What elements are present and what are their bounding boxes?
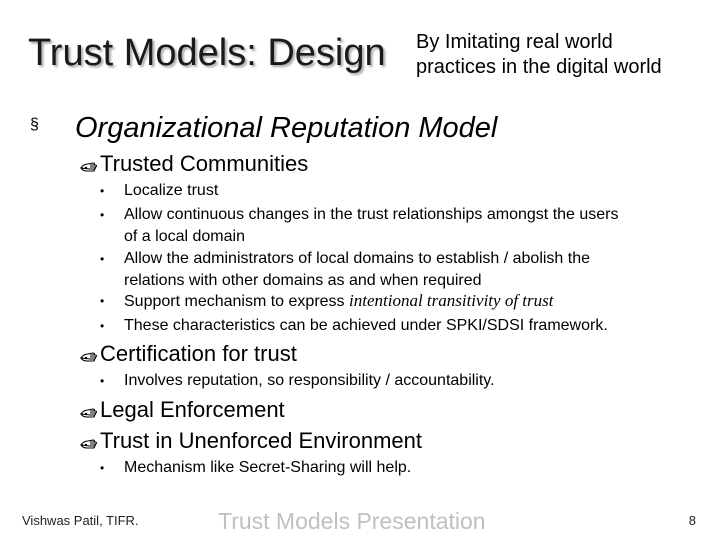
bullet-dot: • — [100, 184, 105, 198]
list-item-text-part: Support mechanism to express — [124, 293, 349, 310]
list-item — [100, 204, 690, 248]
section-sign-marker: § — [30, 116, 39, 133]
level1-text: Organizational Reputation Model — [75, 112, 498, 144]
bullet-dot: • — [100, 461, 105, 475]
hand-pointing-icon — [80, 346, 100, 364]
hand-pointing-icon — [80, 433, 100, 451]
section-heading-text: Legal Enforcement — [100, 397, 285, 422]
section-heading-text: Trust in Unenforced Environment — [100, 428, 422, 453]
bullet-dot: • — [100, 319, 105, 333]
bullet-dot: • — [100, 374, 105, 388]
slide-subtitle — [416, 30, 662, 80]
bullet-dot: • — [100, 252, 105, 266]
slide-title: Trust Models: Design — [28, 32, 386, 74]
list-item-line: relations with other domains as and when required — [124, 271, 482, 289]
list-item — [100, 248, 690, 292]
section-heading-text: Trusted Communities — [100, 151, 309, 176]
list-item-line: of a local domain — [124, 227, 245, 245]
list-item-text — [124, 290, 690, 313]
section-heading-text: Certification for trust — [100, 341, 297, 366]
page-number: 8 — [688, 513, 696, 528]
bullet-dot: • — [100, 294, 105, 308]
list-item-text — [124, 204, 690, 247]
list-item-text: Localize trust — [124, 182, 219, 199]
subtitle-line-1: By Imitating real world — [416, 31, 613, 53]
list-item-text: These characteristics can be achieved under SPKI/SDSI framework. — [124, 317, 608, 334]
hand-pointing-icon — [80, 156, 100, 174]
hand-pointing-icon — [80, 402, 100, 420]
list-item-text: Mechanism like Secret-Sharing will help. — [124, 459, 412, 476]
list-item-text — [124, 248, 690, 291]
list-item-line: Allow continuous changes in the trust relationships amongst the users — [124, 206, 619, 223]
footer-presentation-title: Trust Models Presentation — [218, 508, 486, 534]
list-item-line: Allow the administrators of local domains to establish / abolish the — [124, 250, 591, 267]
bullet-dot: • — [100, 208, 105, 222]
subtitle-line-2: practices in the digital world — [416, 56, 662, 78]
list-item-text: Involves reputation, so responsibility / accountability. — [124, 372, 495, 389]
intentional-transitivity-emphasis: intentional transitivity of trust — [349, 291, 554, 310]
footer-author: Vishwas Patil, TIFR. — [22, 513, 139, 528]
